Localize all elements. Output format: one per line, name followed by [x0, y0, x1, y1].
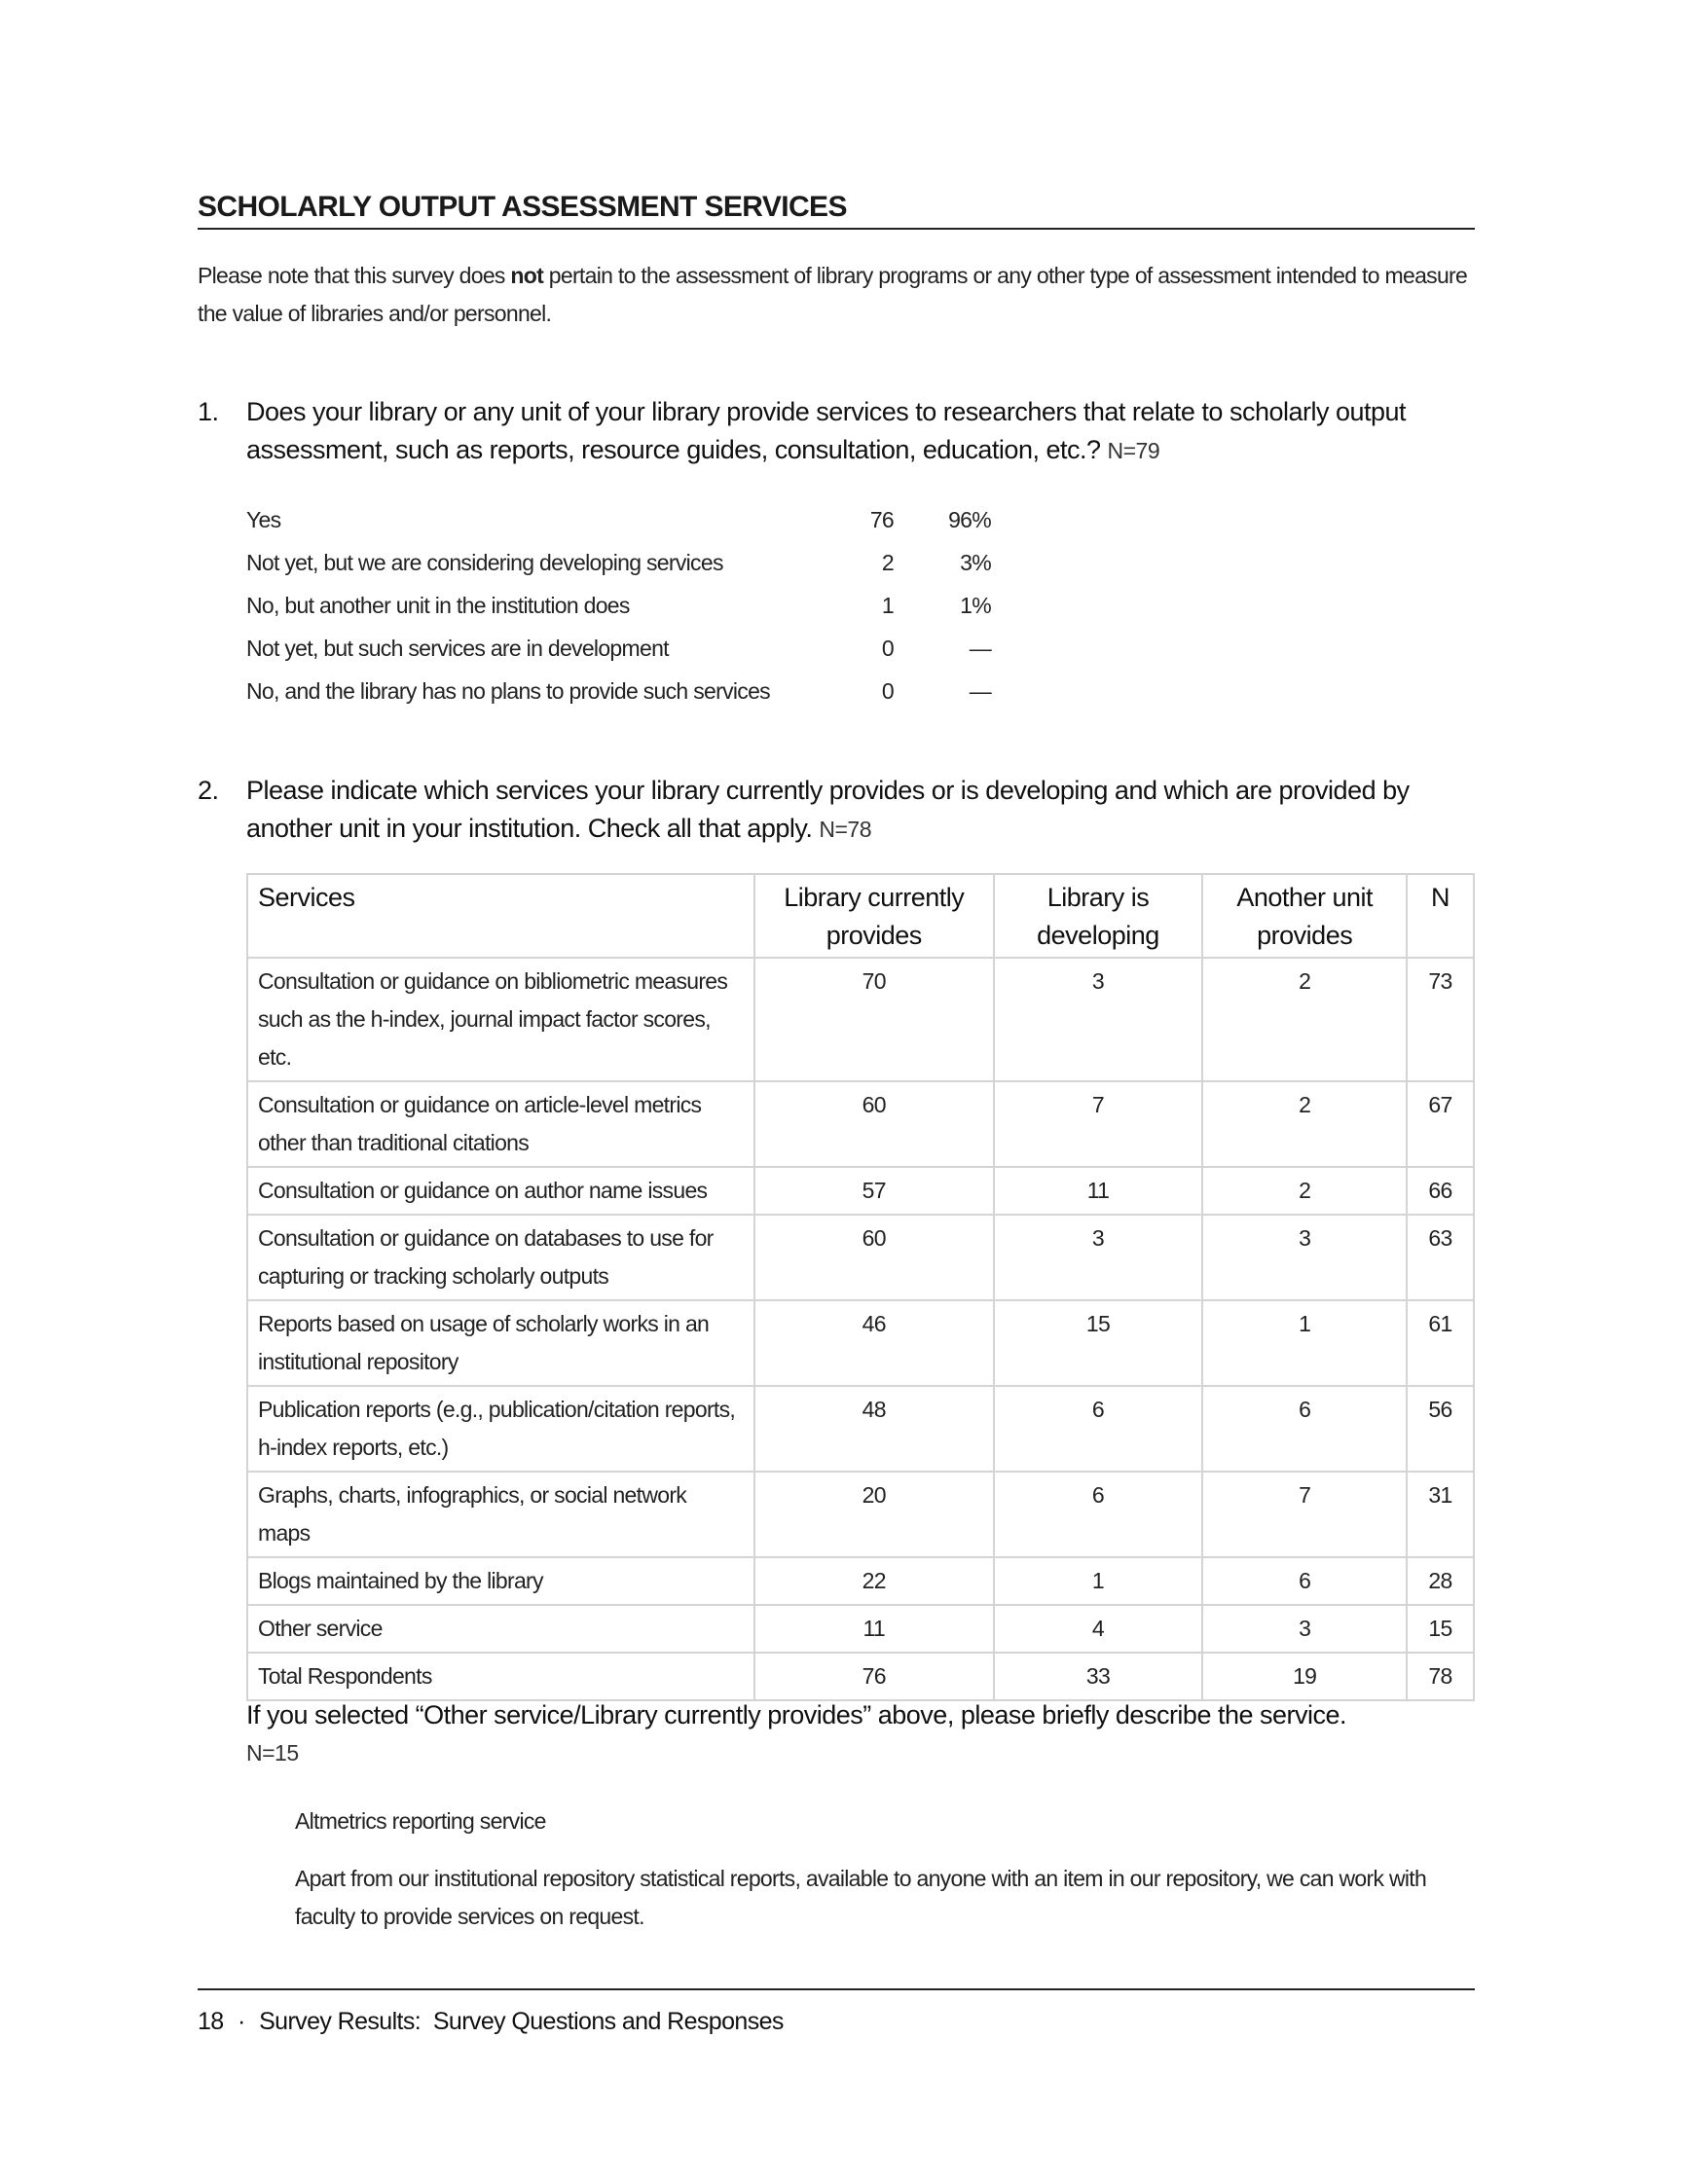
footer-rule — [198, 1988, 1475, 1990]
cell-library-developing: 4 — [994, 1605, 1203, 1653]
intro-text-rest: pertain to the assessment of library programs or any other type of assessment intended to measure the value of libraries and/or personnel. — [198, 263, 1468, 326]
answer-percent: — — [969, 635, 991, 661]
service-name: Consultation or guidance on article-level metrics other than traditional citations — [247, 1081, 754, 1167]
question-number: 1. — [198, 397, 219, 426]
cell-library-developing: 3 — [994, 958, 1203, 1081]
cell-n: 28 — [1407, 1557, 1474, 1605]
cell-library-developing: 15 — [994, 1300, 1203, 1386]
cell-library-developing: 33 — [994, 1653, 1203, 1700]
answer-percent: 3% — [960, 549, 991, 575]
table-header-row — [247, 874, 1474, 958]
intro-note — [198, 257, 1475, 333]
cell-n: 63 — [1407, 1215, 1474, 1300]
table-row — [247, 1081, 1474, 1167]
table-row — [247, 1605, 1474, 1653]
column-header-n: N — [1407, 874, 1474, 958]
cell-n: 73 — [1407, 958, 1474, 1081]
service-name: Consultation or guidance on author name issues — [247, 1167, 754, 1215]
question-n: N=79 — [1107, 438, 1160, 463]
question-1-answers — [246, 498, 1006, 712]
cell-library-provides: 48 — [754, 1386, 994, 1472]
cell-library-provides: 57 — [754, 1167, 994, 1215]
question-2 — [198, 772, 1483, 849]
cell-library-provides: 76 — [754, 1653, 994, 1700]
table-row — [247, 1386, 1474, 1472]
table-row — [247, 1167, 1474, 1215]
service-name: Graphs, charts, infographics, or social network maps — [247, 1472, 754, 1557]
cell-library-provides: 22 — [754, 1557, 994, 1605]
answer-label: Not yet, but such services are in development — [246, 635, 669, 661]
running-title: Survey Results: Survey Questions and Responses — [259, 2008, 784, 2035]
column-header-another-unit: Another unit provides — [1202, 874, 1407, 958]
cell-another-unit: 6 — [1202, 1386, 1407, 1472]
answer-label: No, and the library has no plans to provide such services — [246, 677, 770, 704]
cell-library-provides: 60 — [754, 1081, 994, 1167]
cell-another-unit: 1 — [1202, 1300, 1407, 1386]
table-row — [247, 958, 1474, 1081]
page-number: 18 — [198, 2008, 224, 2035]
cell-n: 31 — [1407, 1472, 1474, 1557]
cell-n: 67 — [1407, 1081, 1474, 1167]
service-name: Reports based on usage of scholarly works in an institutional repository — [247, 1300, 754, 1386]
answer-label: Not yet, but we are considering developing services — [246, 549, 723, 575]
intro-text: Please note that this survey does — [198, 263, 511, 288]
page-footer — [198, 2008, 784, 2036]
column-header-services: Services — [247, 874, 754, 958]
section-title: SCHOLARLY OUTPUT ASSESSMENT SERVICES — [198, 191, 847, 223]
question-1-text: Does your library or any unit of your library provide services to researchers that relate to scholarly output assessment, such as reports, resource guides, consultation, education, etc.? — [246, 397, 1407, 464]
question-text — [246, 393, 1483, 470]
answer-count: 0 — [881, 677, 894, 704]
answer-row — [246, 584, 1006, 627]
answer-row — [246, 627, 1006, 670]
cell-another-unit: 3 — [1202, 1215, 1407, 1300]
table-row — [247, 1472, 1474, 1557]
question-1 — [198, 393, 1483, 470]
table-total-row — [247, 1653, 1474, 1700]
cell-another-unit: 6 — [1202, 1557, 1407, 1605]
answer-row — [246, 498, 1006, 541]
cell-another-unit: 19 — [1202, 1653, 1407, 1700]
cell-n: 78 — [1407, 1653, 1474, 1700]
column-header-library-developing: Library is developing — [994, 874, 1203, 958]
answer-percent: 96% — [948, 506, 991, 532]
cell-n: 15 — [1407, 1605, 1474, 1653]
cell-another-unit: 2 — [1202, 958, 1407, 1081]
cell-library-provides: 70 — [754, 958, 994, 1081]
cell-n: 56 — [1407, 1386, 1474, 1472]
service-name: Other service — [247, 1605, 754, 1653]
response-item: Altmetrics reporting service — [295, 1808, 546, 1834]
cell-n: 61 — [1407, 1300, 1474, 1386]
question-2-text: Please indicate which services your library currently provides or is developing and which are provided by another unit in your institution. Check all that apply. — [246, 776, 1410, 843]
cell-n: 66 — [1407, 1167, 1474, 1215]
service-name: Consultation or guidance on databases to use for capturing or tracking scholarly outputs — [247, 1215, 754, 1300]
cell-library-provides: 20 — [754, 1472, 994, 1557]
cell-another-unit: 7 — [1202, 1472, 1407, 1557]
answer-percent: — — [969, 677, 991, 704]
cell-another-unit: 3 — [1202, 1605, 1407, 1653]
cell-library-provides: 11 — [754, 1605, 994, 1653]
service-name: Consultation or guidance on bibliometric measures such as the h-index, journal impact factor scores, etc. — [247, 958, 754, 1081]
cell-library-developing: 11 — [994, 1167, 1203, 1215]
table-row — [247, 1215, 1474, 1300]
cell-library-provides: 46 — [754, 1300, 994, 1386]
followup-text: If you selected “Other service/Library currently provides” above, please briefly describe the service. — [246, 1700, 1347, 1729]
answer-label: Yes — [246, 506, 281, 532]
service-name: Publication reports (e.g., publication/citation reports, h-index reports, etc.) — [247, 1386, 754, 1472]
intro-bold: not — [510, 263, 544, 288]
answer-count: 76 — [869, 506, 894, 532]
table-row — [247, 1300, 1474, 1386]
answer-count: 2 — [881, 549, 894, 575]
answer-row — [246, 670, 1006, 712]
cell-library-developing: 6 — [994, 1472, 1203, 1557]
cell-library-provides: 60 — [754, 1215, 994, 1300]
footer-separator: · — [237, 2008, 245, 2035]
cell-library-developing: 7 — [994, 1081, 1203, 1167]
column-header-library-provides: Library currently provides — [754, 874, 994, 958]
answer-row — [246, 541, 1006, 584]
title-rule — [198, 228, 1475, 230]
question-number: 2. — [198, 776, 219, 805]
followup-responses — [295, 1802, 1444, 1955]
answer-count: 1 — [881, 592, 894, 618]
services-table — [246, 873, 1475, 1701]
response-item: Apart from our institutional repository statistical reports, available to anyone with an item in our repository, we can work with faculty to provide services on request. — [295, 1866, 1427, 1929]
cell-library-developing: 6 — [994, 1386, 1203, 1472]
service-name: Total Respondents — [247, 1653, 754, 1700]
answer-label: No, but another unit in the institution does — [246, 592, 630, 618]
question-n: N=78 — [819, 817, 871, 842]
followup-question — [246, 1696, 1492, 1772]
cell-another-unit: 2 — [1202, 1081, 1407, 1167]
table-row — [247, 1557, 1474, 1605]
cell-another-unit: 2 — [1202, 1167, 1407, 1215]
followup-n: N=15 — [246, 1740, 299, 1765]
service-name: Blogs maintained by the library — [247, 1557, 754, 1605]
cell-library-developing: 3 — [994, 1215, 1203, 1300]
answer-count: 0 — [881, 635, 894, 661]
answer-percent: 1% — [960, 592, 991, 618]
question-text — [246, 772, 1483, 849]
cell-library-developing: 1 — [994, 1557, 1203, 1605]
